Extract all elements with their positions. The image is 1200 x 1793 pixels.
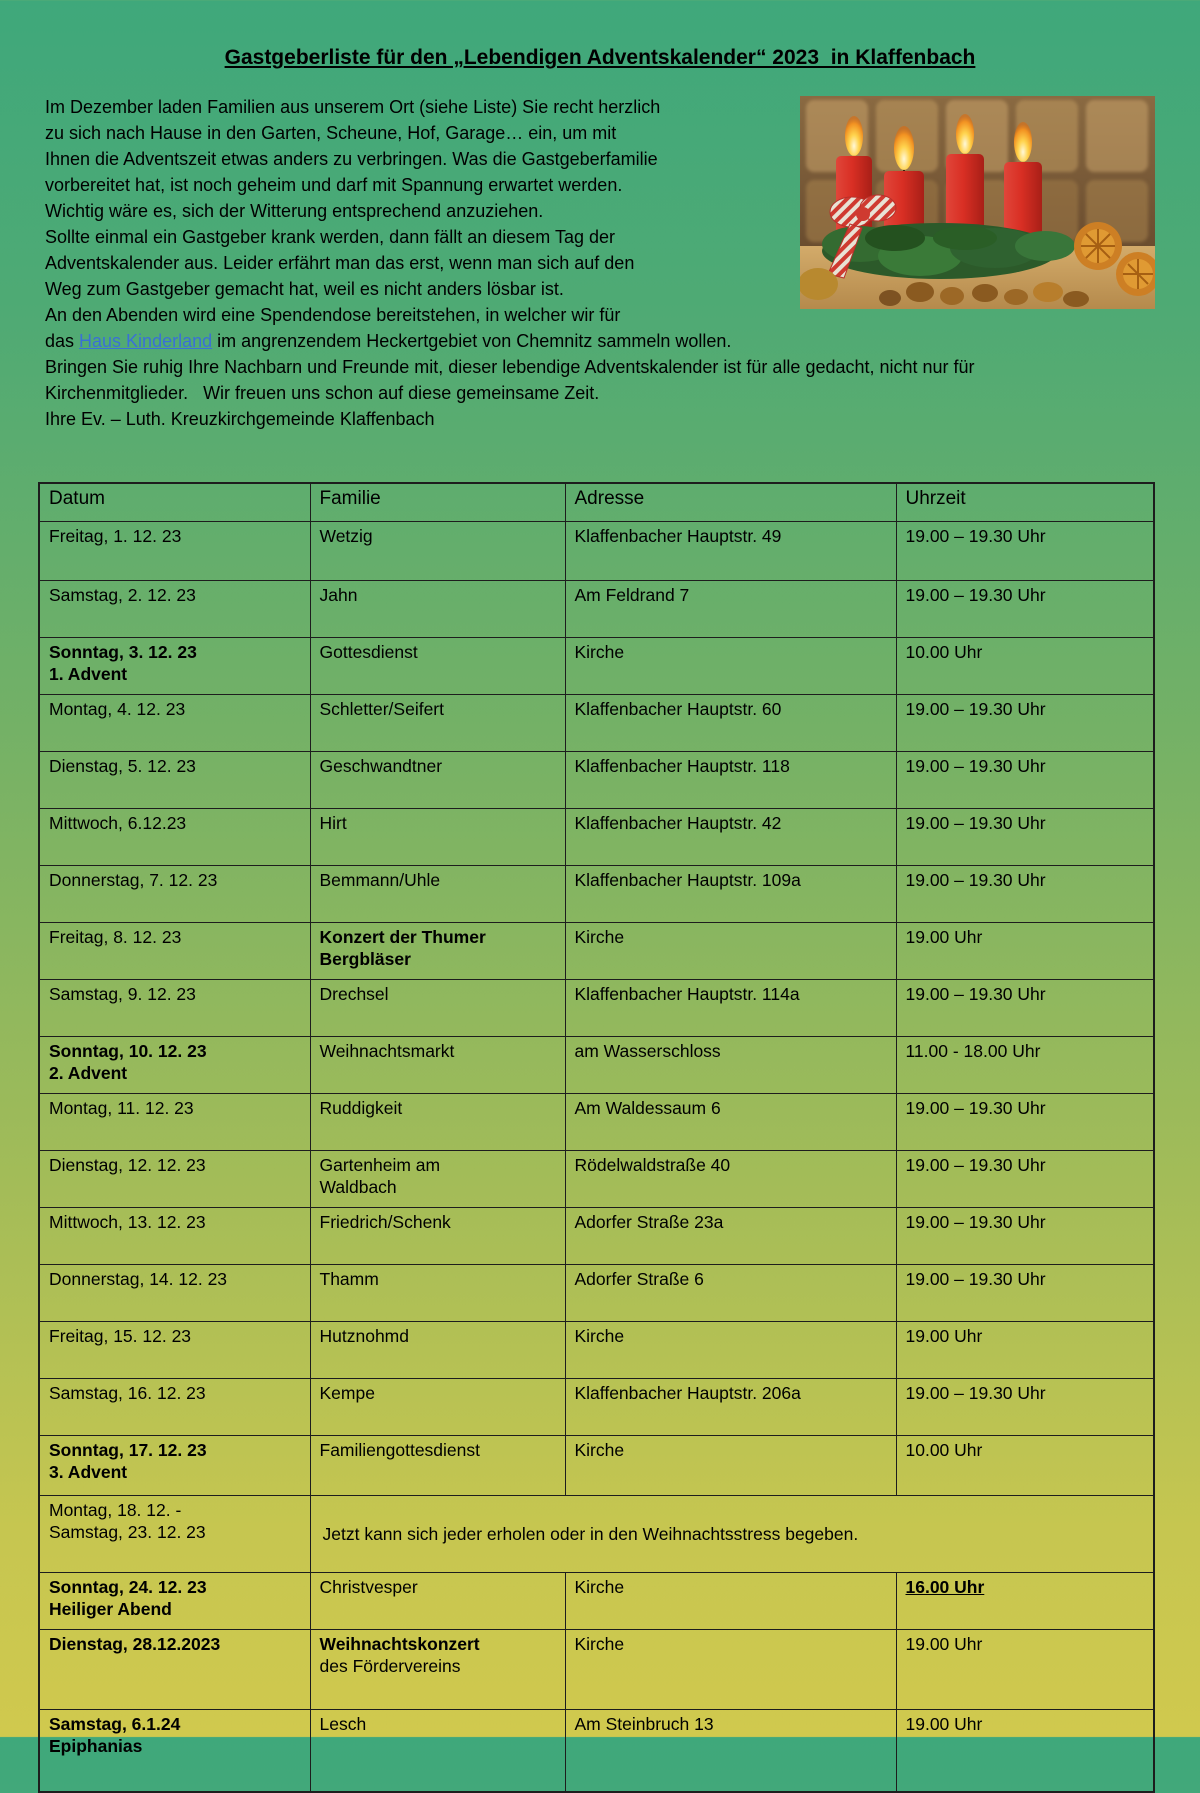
intro-line: Adventskalender aus. Leider erfährt man das erst, wenn man sich auf den xyxy=(45,253,635,273)
cell-uhrzeit: 19.00 – 19.30 Uhr xyxy=(905,1269,1046,1289)
cell-familie: Jahn xyxy=(319,585,358,605)
cell-familie: Wetzig xyxy=(319,526,373,546)
intro-line: Kirchenmitglieder. Wir freuen uns schon auf diese gemeinsame Zeit. xyxy=(45,383,600,403)
cell-uhrzeit: 10.00 Uhr xyxy=(905,1440,983,1460)
table-row xyxy=(39,1208,1154,1265)
cell-adresse: Am Feldrand 7 xyxy=(574,585,690,605)
table-row xyxy=(39,1265,1154,1322)
cell-adresse: Klaffenbacher Hauptstr. 109a xyxy=(574,870,801,890)
cell-datum-line2: 2. Advent xyxy=(49,1063,128,1083)
intro-line: Wichtig wäre es, sich der Witterung entsprechend anzuziehen. xyxy=(45,201,544,221)
cell-datum: Montag, 11. 12. 23 xyxy=(49,1098,194,1118)
cell-uhrzeit: 19.00 – 19.30 Uhr xyxy=(905,585,1046,605)
cell-uhrzeit: 19.00 – 19.30 Uhr xyxy=(905,1383,1046,1403)
cell-familie: Gottesdienst xyxy=(319,642,418,662)
table-row xyxy=(39,638,1154,695)
cell-adresse: Kirche xyxy=(574,1577,625,1597)
cell-familie: Kempe xyxy=(319,1383,375,1403)
intro-line: Weg zum Gastgeber gemacht hat, weil es nicht anders lösbar ist. xyxy=(45,279,564,299)
cell-adresse: Adorfer Straße 6 xyxy=(574,1269,704,1289)
cell-uhrzeit: 19.00 Uhr xyxy=(905,1714,983,1734)
cell-datum: Donnerstag, 14. 12. 23 xyxy=(49,1269,228,1289)
advent-wreath-photo xyxy=(800,96,1155,309)
cell-datum: Sonntag, 17. 12. 23 xyxy=(49,1440,207,1460)
cell-adresse: Klaffenbacher Hauptstr. 49 xyxy=(574,526,782,546)
cell-adresse: Klaffenbacher Hauptstr. 114a xyxy=(574,984,800,1004)
cell-familie: Christvesper xyxy=(319,1577,418,1597)
cell-familie-line2: Bergbläser xyxy=(319,949,411,969)
cell-datum: Freitag, 15. 12. 23 xyxy=(49,1326,192,1346)
cell-uhrzeit: 10.00 Uhr xyxy=(905,642,983,662)
host-schedule-table xyxy=(38,482,1155,1793)
cell-datum: Samstag, 6.1.24 xyxy=(49,1714,181,1734)
cell-datum-line2: 1. Advent xyxy=(49,664,128,684)
table-row xyxy=(39,1379,1154,1436)
table-row xyxy=(39,752,1154,809)
intro-line: Bringen Sie ruhig Ihre Nachbarn und Freunde mit, dieser lebendige Adventskalender ist für alle gedacht, nicht nur für xyxy=(45,357,975,377)
cell-datum-line2: 3. Advent xyxy=(49,1462,128,1482)
intro-line: zu sich nach Hause in den Garten, Scheune, Hof, Garage… ein, um mit xyxy=(45,123,617,143)
cell-datum: Samstag, 9. 12. 23 xyxy=(49,984,196,1004)
intro-text xyxy=(45,94,1155,432)
cell-adresse: Am Steinbruch 13 xyxy=(574,1714,714,1734)
col-header-datum: Datum xyxy=(39,483,310,522)
table-row xyxy=(39,522,1154,581)
link-line-before: das xyxy=(45,331,80,351)
cell-familie: Weihnachtsmarkt xyxy=(319,1041,455,1061)
cell-adresse: Adorfer Straße 23a xyxy=(574,1212,724,1232)
table-row xyxy=(39,866,1154,923)
cell-familie-line2: Waldbach xyxy=(319,1177,397,1197)
haus-kinderland-link[interactable]: Haus Kinderland xyxy=(79,331,213,351)
cell-adresse: Kirche xyxy=(574,642,625,662)
cell-familie: Lesch xyxy=(319,1714,367,1734)
table-row xyxy=(39,1037,1154,1094)
col-header-familie: Familie xyxy=(310,483,565,522)
table-row xyxy=(39,581,1154,638)
cell-familie: Geschwandtner xyxy=(319,756,443,776)
cell-adresse: Rödelwaldstraße 40 xyxy=(574,1155,731,1175)
table-row xyxy=(39,1322,1154,1379)
cell-datum: Mittwoch, 13. 12. 23 xyxy=(49,1212,206,1232)
intro-line: Im Dezember laden Familien aus unserem Ort (siehe Liste) Sie recht herzlich xyxy=(45,97,661,117)
table-row xyxy=(39,695,1154,752)
cell-uhrzeit: 19.00 – 19.30 Uhr xyxy=(905,870,1046,890)
cell-uhrzeit: 11.00 - 18.00 Uhr xyxy=(905,1041,1041,1061)
cell-datum-line2: Epiphanias xyxy=(49,1736,143,1756)
intro-line: An den Abenden wird eine Spendendose bereitstehen, in welcher wir für xyxy=(45,305,621,325)
table-row xyxy=(39,1151,1154,1208)
cell-datum: Mittwoch, 6.12.23 xyxy=(49,813,187,833)
cell-uhrzeit: 19.00 Uhr xyxy=(905,1326,983,1346)
cell-adresse: Kirche xyxy=(574,1634,625,1654)
cell-datum: Montag, 18. 12. - xyxy=(49,1500,182,1520)
cell-datum: Samstag, 16. 12. 23 xyxy=(49,1383,206,1403)
cell-familie: Gartenheim am xyxy=(319,1155,441,1175)
link-line-after: im angrenzendem Heckertgebiet von Chemnitz sammeln wollen. xyxy=(212,331,732,351)
cell-datum: Freitag, 1. 12. 23 xyxy=(49,526,182,546)
cell-datum-line2: Samstag, 23. 12. 23 xyxy=(49,1522,206,1542)
intro-line: Ihnen die Adventszeit etwas anders zu verbringen. Was die Gastgeberfamilie xyxy=(45,149,658,169)
cell-datum: Sonntag, 3. 12. 23 xyxy=(49,642,197,662)
table-row xyxy=(39,1710,1154,1793)
cell-uhrzeit: 19.00 – 19.30 Uhr xyxy=(905,1212,1046,1232)
table-row xyxy=(39,1573,1154,1630)
cell-datum-line2: Heiliger Abend xyxy=(49,1599,172,1619)
cell-uhrzeit: 19.00 – 19.30 Uhr xyxy=(905,1155,1046,1175)
cell-datum: Montag, 4. 12. 23 xyxy=(49,699,186,719)
cell-datum: Dienstag, 12. 12. 23 xyxy=(49,1155,206,1175)
table-row xyxy=(39,1630,1154,1710)
cell-datum: Sonntag, 10. 12. 23 xyxy=(49,1041,207,1061)
cell-datum: Dienstag, 5. 12. 23 xyxy=(49,756,196,776)
cell-adresse: Klaffenbacher Hauptstr. 42 xyxy=(574,813,782,833)
cell-familie: Thamm xyxy=(319,1269,379,1289)
col-header-adresse: Adresse xyxy=(565,483,896,522)
cell-adresse: Kirche xyxy=(574,927,625,947)
table-row xyxy=(39,1094,1154,1151)
cell-uhrzeit: 19.00 – 19.30 Uhr xyxy=(905,1098,1046,1118)
cell-familie: Schletter/Seifert xyxy=(319,699,444,719)
cell-familie: Familiengottesdienst xyxy=(319,1440,480,1460)
table-row xyxy=(39,809,1154,866)
cell-adresse: Klaffenbacher Hauptstr. 60 xyxy=(574,699,782,719)
table-header-row xyxy=(39,483,1154,522)
cell-datum: Sonntag, 24. 12. 23 xyxy=(49,1577,207,1597)
cell-adresse: Klaffenbacher Hauptstr. 118 xyxy=(574,756,790,776)
table-row-merged xyxy=(39,1496,1154,1573)
cell-familie: Weihnachtskonzert xyxy=(319,1634,480,1654)
cell-datum: Samstag, 2. 12. 23 xyxy=(49,585,196,605)
cell-familie: Bemmann/Uhle xyxy=(319,870,441,890)
col-header-uhrzeit: Uhrzeit xyxy=(896,483,1154,522)
intro-link-line xyxy=(45,328,1155,354)
cell-uhrzeit: 19.00 – 19.30 Uhr xyxy=(905,813,1046,833)
cell-uhrzeit: 19.00 – 19.30 Uhr xyxy=(905,984,1046,1004)
page-title: Gastgeberliste für den „Lebendigen Adventskalender“ 2023 in Klaffenbach xyxy=(224,46,976,69)
table-row xyxy=(39,980,1154,1037)
cell-uhrzeit: 19.00 – 19.30 Uhr xyxy=(905,756,1046,776)
cell-uhrzeit: 19.00 Uhr xyxy=(905,1634,983,1654)
cell-familie-line2: des Fördervereins xyxy=(319,1656,461,1676)
cell-familie: Hirt xyxy=(319,813,347,833)
cell-familie: Ruddigkeit xyxy=(319,1098,403,1118)
cell-uhrzeit: 19.00 – 19.30 Uhr xyxy=(905,699,1046,719)
table-row xyxy=(39,1436,1154,1496)
cell-uhrzeit: 16.00 Uhr xyxy=(905,1577,985,1597)
cell-uhrzeit: 19.00 – 19.30 Uhr xyxy=(905,526,1046,546)
cell-datum: Freitag, 8. 12. 23 xyxy=(49,927,182,947)
table-row xyxy=(39,923,1154,980)
cell-familie: Friedrich/Schenk xyxy=(319,1212,451,1232)
cell-familie: Konzert der Thumer xyxy=(319,927,486,947)
advent-wreath-illustration xyxy=(800,96,1155,309)
cell-adresse: Kirche xyxy=(574,1326,625,1346)
cell-note: Jetzt kann sich jeder erholen oder in den Weihnachtsstress begeben. xyxy=(322,1524,859,1544)
intro-line: Sollte einmal ein Gastgeber krank werden, dann fällt an diesem Tag der xyxy=(45,227,615,247)
cell-adresse: am Wasserschloss xyxy=(574,1041,721,1061)
intro-line: Ihre Ev. – Luth. Kreuzkirchgemeinde Klaffenbach xyxy=(45,409,435,429)
cell-adresse: Kirche xyxy=(574,1440,625,1460)
cell-familie: Hutznohmd xyxy=(319,1326,409,1346)
cell-datum: Donnerstag, 7. 12. 23 xyxy=(49,870,218,890)
intro-line: vorbereitet hat, ist noch geheim und darf mit Spannung erwartet werden. xyxy=(45,175,623,195)
cell-uhrzeit: 19.00 Uhr xyxy=(905,927,983,947)
cell-adresse: Am Waldessaum 6 xyxy=(574,1098,721,1118)
cell-datum: Dienstag, 28.12.2023 xyxy=(49,1634,221,1654)
document-page xyxy=(0,46,1200,1756)
cell-familie: Drechsel xyxy=(319,984,389,1004)
cell-adresse: Klaffenbacher Hauptstr. 206a xyxy=(574,1383,801,1403)
